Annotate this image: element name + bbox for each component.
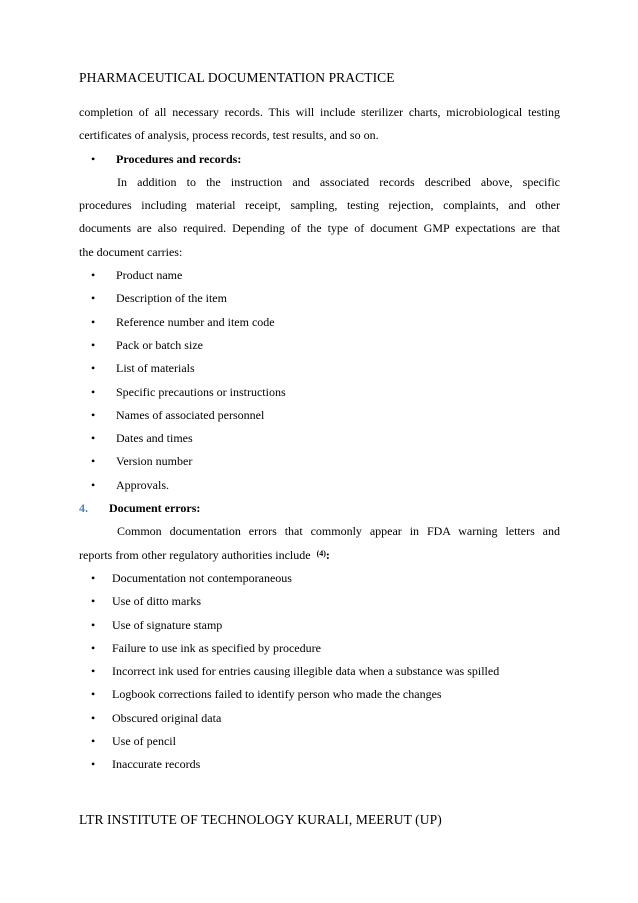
list-item-text: Version number xyxy=(116,454,193,469)
procedures-para-line-4: the document carries: xyxy=(79,244,183,259)
list-item xyxy=(79,404,560,427)
list-item xyxy=(79,287,560,310)
list-item xyxy=(79,707,560,730)
section-number: 4. xyxy=(79,501,88,516)
bullet-icon: • xyxy=(91,431,96,446)
page-header: PHARMACEUTICAL DOCUMENTATION PRACTICE xyxy=(79,70,395,85)
list-item-text: Approvals. xyxy=(116,477,169,492)
list-item xyxy=(79,683,560,706)
bullet-icon: • xyxy=(91,640,96,655)
procedures-para-line-2: procedures including material receipt, sampling, testing rejection, complaints, and other xyxy=(79,198,560,213)
procedures-heading: Procedures and records: xyxy=(116,151,242,166)
errors-para-text: reports from other regulatory authorities include xyxy=(79,547,311,562)
reference-marker: (4) xyxy=(316,548,326,558)
list-item xyxy=(79,730,560,753)
list-item xyxy=(79,660,560,683)
list-item xyxy=(79,334,560,357)
bullet-icon: • xyxy=(91,664,96,679)
list-item-text: Dates and times xyxy=(116,431,193,446)
list-item-text: Reference number and item code xyxy=(116,314,275,329)
list-item-text: Names of associated personnel xyxy=(116,407,265,422)
list-item-text: Pack or batch size xyxy=(116,337,203,352)
list-item xyxy=(79,381,560,404)
list-item-text: List of materials xyxy=(116,361,195,376)
list-item-text: Logbook corrections failed to identify person who made the changes xyxy=(112,687,442,702)
procedures-items-list xyxy=(79,264,560,497)
list-item-text: Inaccurate records xyxy=(112,757,201,772)
bullet-icon: • xyxy=(91,617,96,632)
bullet-icon: • xyxy=(91,384,96,399)
section-title: Document errors: xyxy=(109,501,201,516)
intro-line-1: completion of all necessary records. This will include sterilizer charts, microbiological testing xyxy=(79,105,560,119)
procedures-heading-list xyxy=(79,148,560,171)
errors-items-list xyxy=(79,567,560,777)
reference-colon: : xyxy=(325,547,330,562)
list-item xyxy=(79,614,560,637)
bullet-icon: • xyxy=(91,477,96,492)
bullet-icon: • xyxy=(91,337,96,352)
list-item-text: Product name xyxy=(116,268,183,283)
list-item xyxy=(79,753,560,776)
list-item xyxy=(79,357,560,380)
list-item-text: Use of pencil xyxy=(112,734,176,749)
list-item xyxy=(79,427,560,450)
list-item xyxy=(79,637,560,660)
list-item xyxy=(79,311,560,334)
bullet-icon: • xyxy=(91,687,96,702)
bullet-icon: • xyxy=(91,570,96,585)
list-item-text: Failure to use ink as specified by procedure xyxy=(112,640,321,655)
procedures-heading-item xyxy=(79,148,560,171)
list-item xyxy=(79,590,560,613)
list-item xyxy=(79,567,560,590)
bullet-icon: • xyxy=(91,268,96,283)
bullet-icon: • xyxy=(91,314,96,329)
errors-para-line-1: Common documentation errors that commonly appear in FDA warning letters and xyxy=(117,524,560,539)
list-item xyxy=(79,450,560,473)
procedures-para-line-1: In addition to the instruction and associated records described above, specific xyxy=(117,174,560,189)
procedures-para-line-3: documents are also required. Depending of the type of document GMP expectations are that xyxy=(79,221,560,236)
list-item xyxy=(79,264,560,287)
bullet-icon: • xyxy=(91,757,96,772)
errors-para-line-2 xyxy=(79,544,560,567)
list-item-text: Incorrect ink used for entries causing illegible data when a substance was spilled xyxy=(112,664,500,679)
bullet-icon: • xyxy=(91,361,96,376)
list-item-text: Obscured original data xyxy=(112,710,222,725)
bullet-icon: • xyxy=(91,291,96,306)
bullet-icon: • xyxy=(91,594,96,609)
bullet-icon: • xyxy=(91,454,96,469)
list-item-text: Use of signature stamp xyxy=(112,617,223,632)
list-item-text: Description of the item xyxy=(116,291,227,306)
list-item-text: Specific precautions or instructions xyxy=(116,384,286,399)
list-item-text: Use of ditto marks xyxy=(112,594,201,609)
bullet-icon: • xyxy=(91,734,96,749)
list-item xyxy=(79,474,560,497)
page-content xyxy=(79,101,560,777)
bullet-icon: • xyxy=(91,710,96,725)
intro-line-2: certificates of analysis, process records, test results, and so on. xyxy=(79,128,379,143)
page-footer: LTR INSTITUTE OF TECHNOLOGY KURALI, MEERUT (UP) xyxy=(79,812,442,827)
bullet-icon: • xyxy=(91,151,96,166)
bullet-icon: • xyxy=(91,407,96,422)
list-item-text: Documentation not contemporaneous xyxy=(112,570,292,585)
section-heading-document-errors xyxy=(79,497,560,520)
